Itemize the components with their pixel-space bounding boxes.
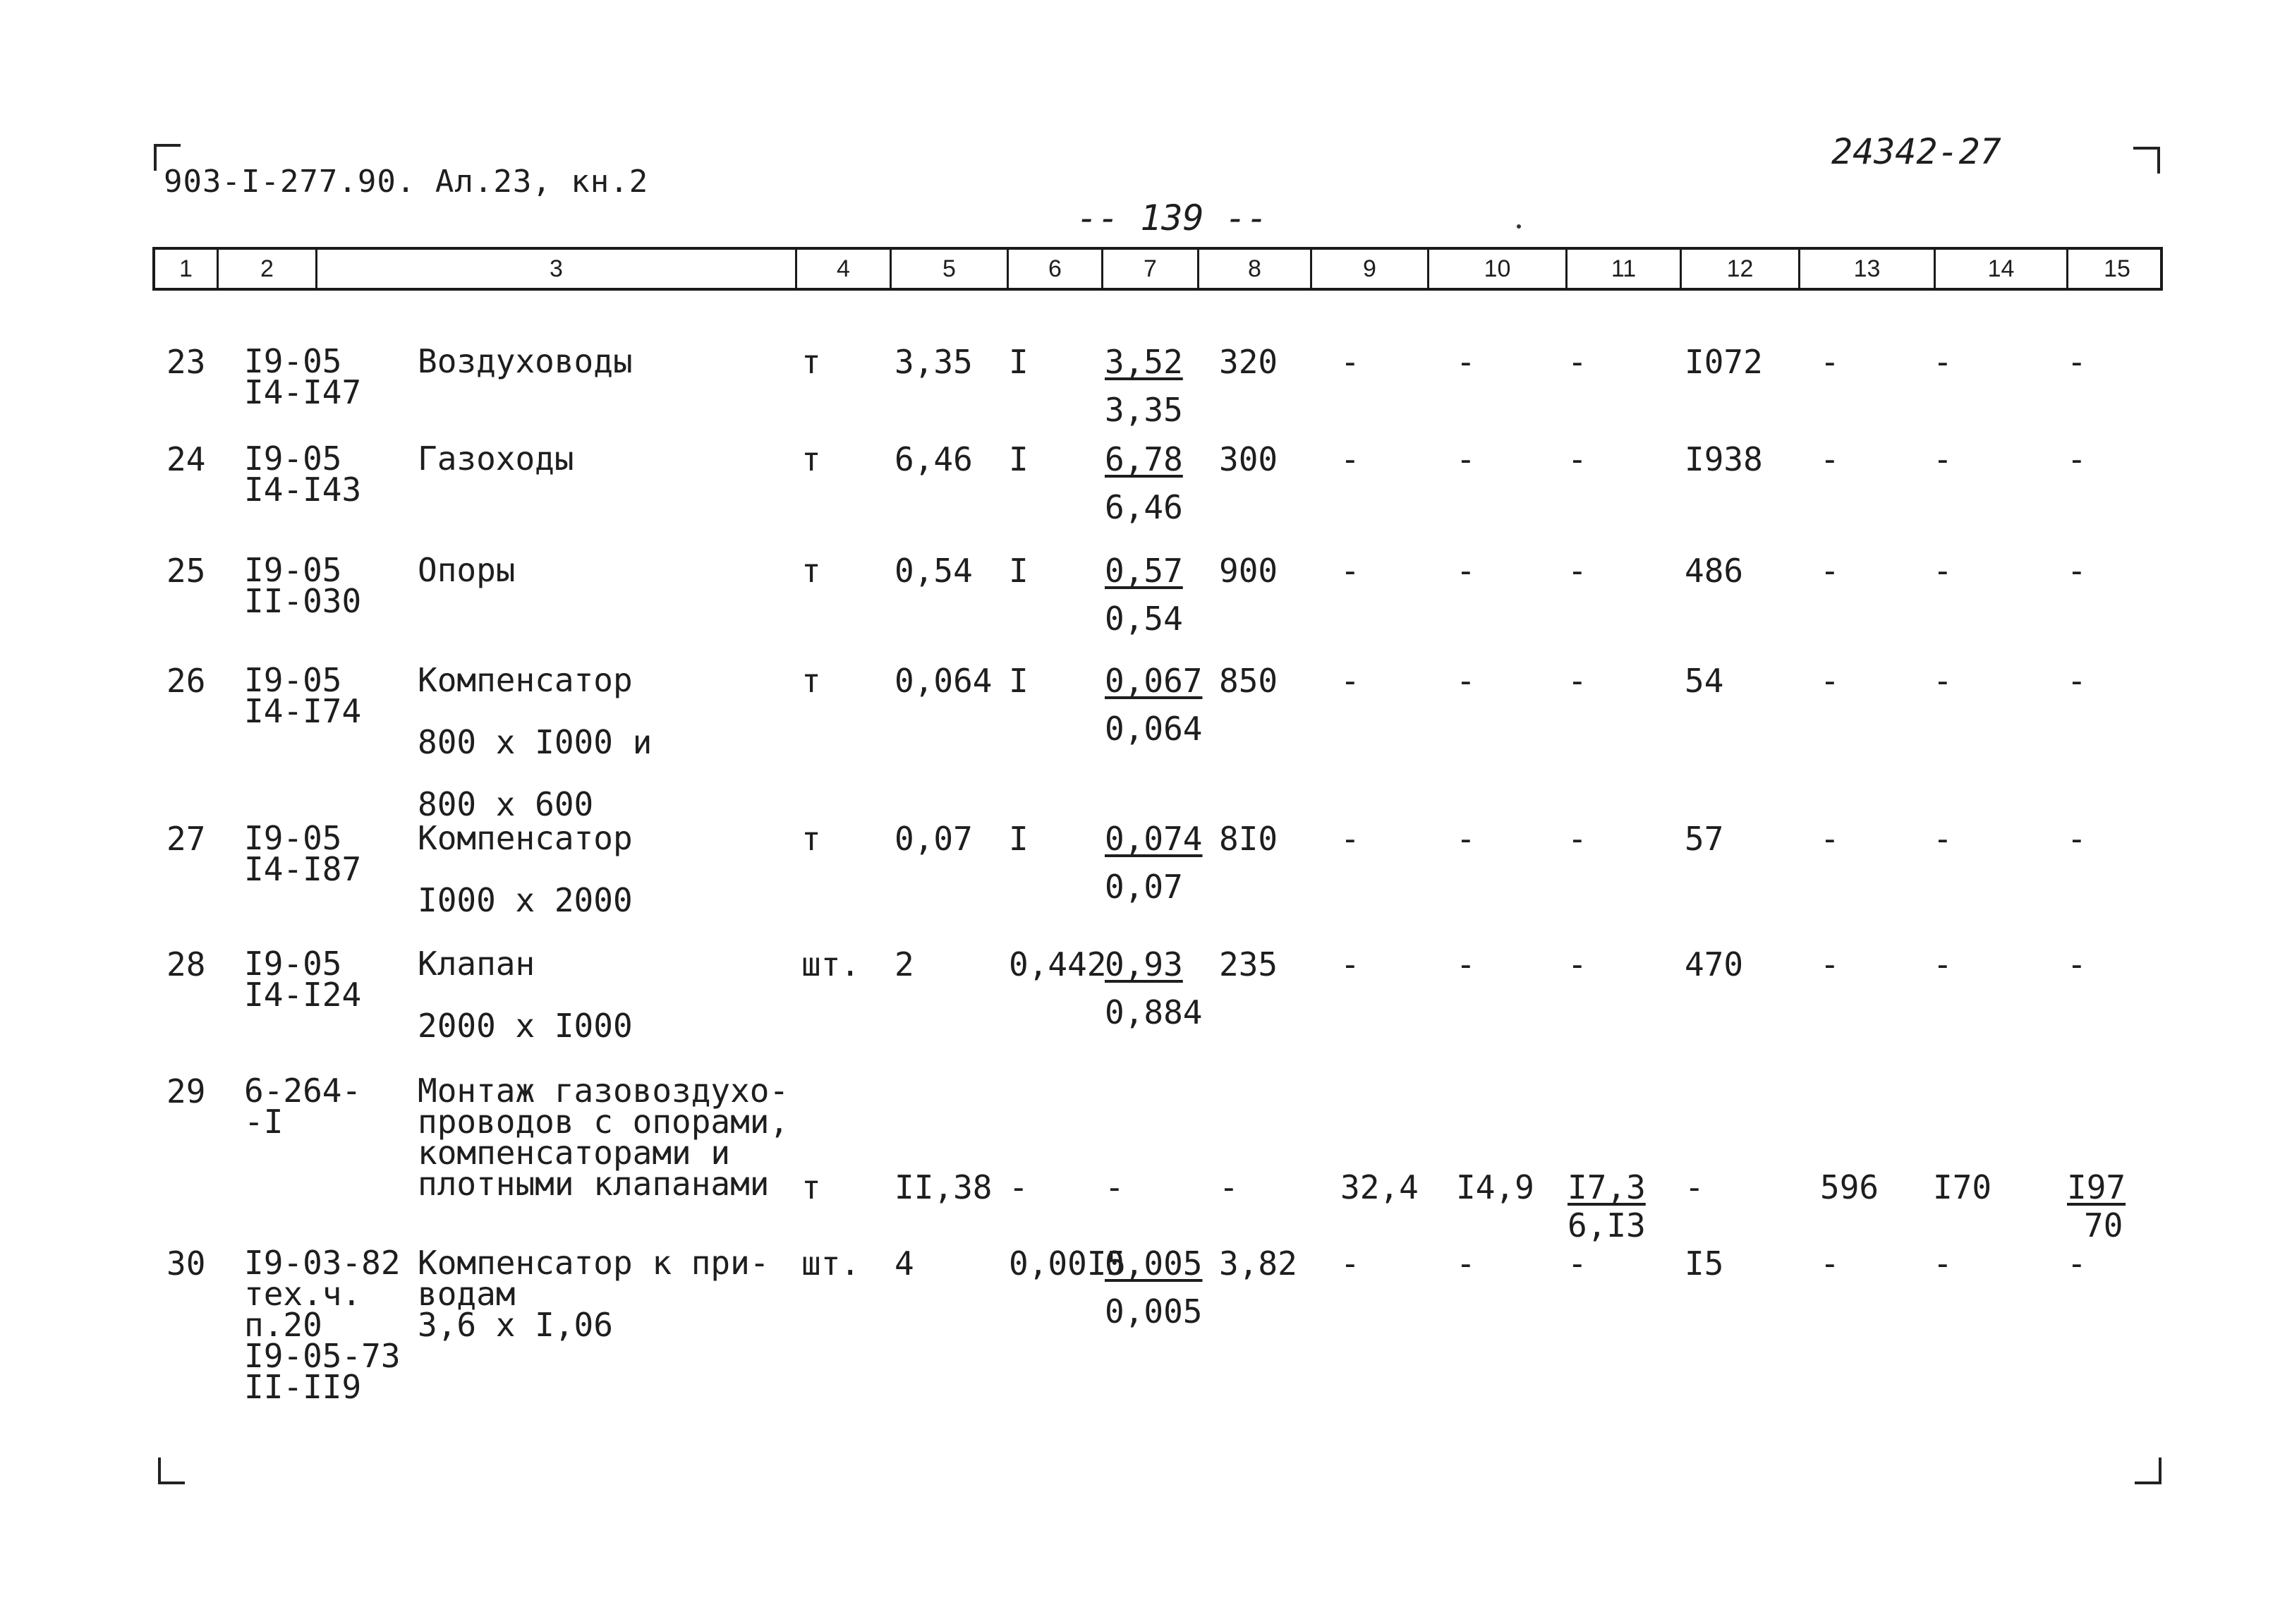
col10-cell: - — [1456, 662, 1476, 700]
column-header-3: 3 — [317, 250, 797, 288]
row-number: 25 — [166, 552, 206, 590]
quantity-cell: 4 — [895, 1244, 914, 1283]
column-header-5: 5 — [892, 250, 1009, 288]
row-number: 24 — [166, 440, 206, 478]
weight-base: 6,46 — [1105, 488, 1183, 526]
col12-cell: I5 — [1685, 1244, 1724, 1283]
item-name: Монтаж газовоздухо- проводов с опорами, компенсаторами и плотными клапанами — [418, 1072, 789, 1203]
col11-top: - — [1568, 343, 1587, 381]
coefficient-cell: I — [1009, 662, 1029, 700]
page-number: -- 139 -- — [1077, 198, 1268, 238]
item-name: Компенсатор к при- водам 3,6 x I,06 — [418, 1244, 770, 1344]
quantity-cell: 0,54 — [895, 552, 973, 590]
norm-code: I9-05 I4-I43 — [244, 440, 362, 509]
corner-mark-bottom-left — [158, 1458, 185, 1484]
weight-base: 0,54 — [1105, 600, 1183, 638]
weight-fraction — [1105, 662, 1203, 748]
weight-total: 0,005 — [1105, 1244, 1203, 1283]
col11-top: I7,3 — [1568, 1168, 1646, 1206]
column-header-8: 8 — [1199, 250, 1312, 288]
quantity-cell: 3,35 — [895, 343, 973, 381]
price-cell: 235 — [1219, 945, 1278, 983]
weight-total: 0,067 — [1105, 662, 1203, 700]
col11-top: - — [1568, 440, 1587, 478]
col11-cell — [1568, 820, 1587, 861]
item-name: Компенсатор I000 x 2000 — [418, 819, 633, 919]
col10-cell: - — [1456, 820, 1476, 858]
col14-cell: - — [1933, 440, 1953, 478]
quantity-cell: II,38 — [895, 1168, 993, 1206]
col9-cell: - — [1340, 945, 1360, 983]
norm-code: 6-264- -I — [244, 1072, 362, 1141]
weight-base: 0,064 — [1105, 710, 1203, 748]
col14-cell: - — [1933, 552, 1953, 590]
col15-top: - — [2067, 1244, 2087, 1283]
unit-cell: т — [801, 662, 821, 700]
norm-code: I9-05 I4-I74 — [244, 661, 362, 730]
item-name: Клапан 2000 x I000 — [418, 945, 633, 1045]
col14-cell: - — [1933, 820, 1953, 858]
col9-cell: - — [1340, 820, 1360, 858]
col15-top: I97 — [2067, 1168, 2126, 1206]
col12-cell: 486 — [1685, 552, 1744, 590]
col12-cell: 54 — [1685, 662, 1724, 700]
col15-cell — [2067, 820, 2087, 861]
col15-top: - — [2067, 552, 2087, 590]
weight-fraction — [1105, 945, 1203, 1031]
column-header-12: 12 — [1682, 250, 1800, 288]
col15-bottom: 70 — [2084, 1206, 2123, 1244]
item-name: Компенсатор 800 x I000 и 800 x 600 — [418, 661, 653, 823]
col15-cell — [2067, 945, 2087, 986]
column-header-14: 14 — [1936, 250, 2068, 288]
price-cell: 300 — [1219, 440, 1278, 478]
price-cell: 850 — [1219, 662, 1278, 700]
col11-top: - — [1568, 552, 1587, 590]
col9-cell: - — [1340, 1244, 1360, 1283]
col11-top: - — [1568, 820, 1587, 858]
weight-total: 6,78 — [1105, 440, 1183, 478]
item-name: Воздуховоды — [418, 342, 633, 380]
row-number: 27 — [166, 820, 206, 858]
column-header-13: 13 — [1800, 250, 1936, 288]
col15-cell — [2067, 440, 2087, 481]
unit-cell: шт. — [801, 945, 861, 983]
price-cell: 900 — [1219, 552, 1278, 590]
col10-cell: I4,9 — [1456, 1168, 1534, 1206]
weight-fraction — [1105, 1244, 1203, 1331]
col10-cell: - — [1456, 440, 1476, 478]
col12-cell: 57 — [1685, 820, 1724, 858]
col15-cell — [2067, 552, 2087, 593]
weight-base: 0,884 — [1105, 993, 1203, 1031]
row-number: 29 — [166, 1072, 206, 1110]
corner-mark-bottom-right — [2135, 1458, 2161, 1484]
norm-code: I9-05 I4-I47 — [244, 342, 362, 411]
col13-cell: 596 — [1820, 1168, 1879, 1206]
coefficient-cell: 0,00I5 — [1009, 1244, 1127, 1283]
quantity-cell: 6,46 — [895, 440, 973, 478]
norm-code: I9-03-82 тех.ч. п.20 I9-05-73 II-II9 — [244, 1244, 401, 1406]
row-number: 26 — [166, 662, 206, 700]
col11-top: - — [1568, 1244, 1587, 1283]
col15-cell — [2067, 662, 2087, 703]
col11-cell — [1568, 343, 1587, 384]
column-header-11: 11 — [1568, 250, 1682, 288]
col14-cell: I70 — [1933, 1168, 1992, 1206]
weight-total: - — [1105, 1168, 1124, 1206]
col9-cell: - — [1340, 440, 1360, 478]
weight-fraction — [1105, 552, 1183, 638]
col12-cell: I072 — [1685, 343, 1763, 381]
col14-cell: - — [1933, 1244, 1953, 1283]
item-name: Опоры — [418, 551, 516, 589]
col13-cell: - — [1820, 440, 1840, 478]
col14-cell: - — [1933, 945, 1953, 983]
unit-cell: шт. — [801, 1244, 861, 1283]
column-header-row — [152, 247, 2163, 291]
col13-cell: - — [1820, 1244, 1840, 1283]
unit-cell: т — [801, 552, 821, 590]
col13-cell: - — [1820, 945, 1840, 983]
weight-fraction — [1105, 1168, 1124, 1219]
norm-code: I9-05 I4-I24 — [244, 945, 362, 1014]
col13-cell: - — [1820, 343, 1840, 381]
col15-top: - — [2067, 662, 2087, 700]
row-number: 28 — [166, 945, 206, 983]
column-header-6: 6 — [1009, 250, 1103, 288]
col10-cell: - — [1456, 552, 1476, 590]
col15-top: - — [2067, 945, 2087, 983]
sheet-number: 24342-27 — [1831, 131, 2001, 172]
norm-code: I9-05 II-030 — [244, 551, 362, 620]
coefficient-cell: I — [1009, 552, 1029, 590]
item-name: Газоходы — [418, 440, 574, 478]
document-code: 903-I-277.90. Ал.23, кн.2 — [164, 164, 649, 200]
unit-cell: т — [801, 1168, 821, 1206]
col10-cell: - — [1456, 1244, 1476, 1283]
row-number: 23 — [166, 343, 206, 381]
corner-mark-top-right — [2133, 147, 2160, 174]
col11-top: - — [1568, 945, 1587, 983]
column-header-7: 7 — [1103, 250, 1199, 288]
quantity-cell: 0,064 — [895, 662, 993, 700]
quantity-cell: 0,07 — [895, 820, 973, 858]
col11-cell — [1568, 1168, 1646, 1244]
coefficient-cell: I — [1009, 820, 1029, 858]
col11-cell — [1568, 662, 1587, 703]
coefficient-cell: 0,442 — [1009, 945, 1107, 983]
col15-top: - — [2067, 343, 2087, 381]
price-cell: 8I0 — [1219, 820, 1278, 858]
col10-cell: - — [1456, 945, 1476, 983]
column-header-10: 10 — [1429, 250, 1568, 288]
weight-total: 0,93 — [1105, 945, 1183, 983]
weight-base: 0,07 — [1105, 868, 1183, 906]
col15-cell — [2067, 343, 2087, 384]
ink-dot — [1517, 224, 1521, 229]
col11-cell — [1568, 1244, 1587, 1285]
column-header-15: 15 — [2104, 255, 2130, 282]
col13-cell: - — [1820, 552, 1840, 590]
weight-fraction — [1105, 820, 1203, 906]
column-header-9: 9 — [1312, 250, 1429, 288]
coefficient-cell: I — [1009, 440, 1029, 478]
weight-base: 3,35 — [1105, 391, 1183, 429]
col15-top: - — [2067, 820, 2087, 858]
price-cell: 3,82 — [1219, 1244, 1297, 1283]
weight-fraction — [1105, 343, 1183, 429]
quantity-cell: 2 — [895, 945, 914, 983]
col14-cell: - — [1933, 662, 1953, 700]
col10-cell: - — [1456, 343, 1476, 381]
col11-top: - — [1568, 662, 1587, 700]
col9-cell: - — [1340, 552, 1360, 590]
col14-cell: - — [1933, 343, 1953, 381]
column-header-1: 1 — [155, 250, 219, 288]
col11-cell — [1568, 945, 1587, 986]
price-cell: 320 — [1219, 343, 1278, 381]
col12-cell: I938 — [1685, 440, 1763, 478]
col11-bottom: 6,I3 — [1568, 1206, 1646, 1244]
col11-cell — [1568, 440, 1587, 481]
coefficient-cell: - — [1009, 1168, 1029, 1206]
col11-cell — [1568, 552, 1587, 593]
column-header-4: 4 — [797, 250, 892, 288]
weight-total: 0,57 — [1105, 552, 1183, 590]
col13-cell: - — [1820, 662, 1840, 700]
weight-fraction — [1105, 440, 1183, 526]
col12-cell: - — [1685, 1168, 1704, 1206]
col15-cell — [2067, 1244, 2087, 1285]
norm-code: I9-05 I4-I87 — [244, 819, 362, 888]
col9-cell: - — [1340, 662, 1360, 700]
col9-cell: - — [1340, 343, 1360, 381]
price-cell: - — [1219, 1168, 1239, 1206]
column-header-2: 2 — [219, 250, 317, 288]
col12-cell: 470 — [1685, 945, 1744, 983]
weight-base: 0,005 — [1105, 1292, 1203, 1331]
col9-cell: 32,4 — [1340, 1168, 1419, 1206]
col15-cell — [2067, 1168, 2126, 1244]
weight-total: 3,52 — [1105, 343, 1183, 381]
unit-cell: т — [801, 440, 821, 478]
col13-cell: - — [1820, 820, 1840, 858]
col15-top: - — [2067, 440, 2087, 478]
coefficient-cell: I — [1009, 343, 1029, 381]
unit-cell: т — [801, 343, 821, 381]
weight-total: 0,074 — [1105, 820, 1203, 858]
unit-cell: т — [801, 820, 821, 858]
row-number: 30 — [166, 1244, 206, 1283]
